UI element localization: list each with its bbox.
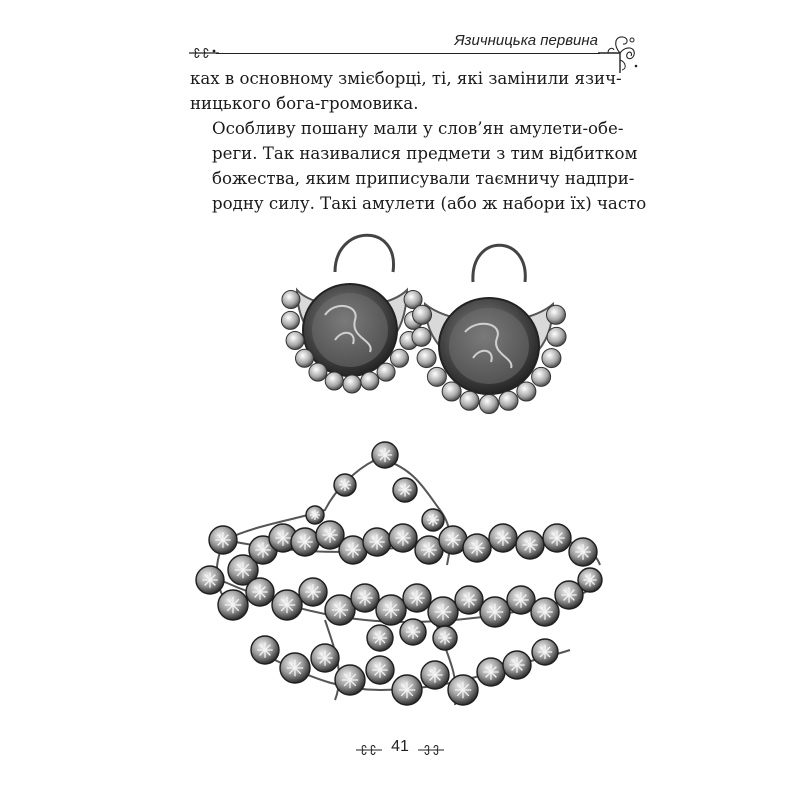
earring-knob: [325, 372, 343, 390]
earring-knob: [480, 395, 499, 414]
amulet-bead: [403, 584, 431, 612]
bead-star-motif: [339, 479, 351, 491]
amulet-bead: [531, 598, 559, 626]
text-line: ницького бога-громовика.: [190, 94, 419, 113]
amulet-bead: [311, 644, 339, 672]
bead-star-motif: [406, 625, 420, 639]
amulet-bead: [366, 656, 394, 684]
amulet-bead: [480, 597, 510, 627]
bead-star-motif: [215, 532, 230, 547]
earring-knob: [413, 305, 432, 324]
amulet-bead: [532, 639, 558, 665]
earring-knob: [286, 332, 304, 350]
amulet-bead: [280, 653, 310, 683]
body-text: [190, 66, 647, 216]
amulet-bead: [372, 442, 398, 468]
amulet-bead: [448, 675, 478, 705]
amulet-bead: [389, 524, 417, 552]
bead-star-motif: [509, 657, 524, 672]
amulet-bead: [428, 597, 458, 627]
amulet-bead: [400, 619, 426, 645]
bead-star-motif: [461, 592, 476, 607]
earring-knob: [377, 363, 395, 381]
bead-star-motif: [522, 537, 537, 552]
paragraph-continuation: [190, 66, 622, 116]
amulet-bead: [218, 590, 248, 620]
earring-knob: [343, 375, 361, 393]
bead-star-motif: [378, 448, 392, 462]
amulet-bead: [433, 626, 457, 650]
earring-knob: [460, 391, 479, 410]
amulet-bead: [363, 528, 391, 556]
amulet-bead: [246, 578, 274, 606]
header-rule: [216, 53, 600, 54]
vine-ornament-icon: [416, 743, 446, 757]
bead-star-motif: [483, 664, 498, 679]
running-title: Язичницька первина: [454, 32, 598, 49]
earring-knob: [361, 372, 379, 390]
bead-star-motif: [495, 530, 510, 545]
bead-star-motif: [583, 573, 596, 586]
bead-star-motif: [445, 532, 460, 547]
bead-star-motif: [469, 540, 484, 555]
earring-knob: [296, 349, 314, 367]
bead-star-motif: [427, 514, 439, 526]
page-number: 41: [391, 738, 409, 755]
amulet-beads: [196, 442, 602, 705]
amulet-bead: [306, 506, 324, 524]
bead-star-motif: [438, 631, 451, 644]
earring-knob: [309, 363, 327, 381]
amulet-bead: [291, 528, 319, 556]
earring-knob: [442, 382, 461, 401]
earring-knob: [499, 391, 518, 410]
amulet-bead: [569, 538, 597, 566]
bead-star-motif: [202, 572, 217, 587]
amulet-bead: [543, 524, 571, 552]
earring-knob: [412, 327, 431, 346]
bead-star-motif: [513, 592, 528, 607]
amulet-bead: [393, 478, 417, 502]
earring-knob: [532, 367, 551, 386]
amulet-bead: [477, 658, 505, 686]
earring-knob: [390, 349, 408, 367]
amulet-bead: [421, 661, 449, 689]
amulet-bead: [299, 578, 327, 606]
amulet-bead: [209, 526, 237, 554]
page-footer: [340, 738, 460, 762]
earring-knob: [281, 311, 299, 329]
earring-knob: [427, 367, 446, 386]
amulet-bead: [272, 590, 302, 620]
text-line: божества, яким приписували таємничу надпри-: [212, 169, 635, 188]
bead-star-motif: [538, 645, 552, 659]
earring-knob: [517, 382, 536, 401]
earring-knob: [547, 327, 566, 346]
amulet-bead: [422, 509, 444, 531]
bead-star-motif: [561, 587, 576, 602]
amulet-bead: [334, 474, 356, 496]
earring-knob: [282, 290, 300, 308]
bead-star-motif: [373, 631, 387, 645]
earring-knob: [546, 305, 565, 324]
text-line: Особливу пошану мали у слов’ян амулети-обе-: [212, 119, 624, 138]
amulet-bead: [578, 568, 602, 592]
amulet-bead: [516, 531, 544, 559]
paragraph-amulets: [190, 116, 647, 216]
bead-star-motif: [537, 604, 552, 619]
amulet-bead: [351, 584, 379, 612]
amulets-illustration: [185, 220, 615, 730]
amulet-bead: [367, 625, 393, 651]
earring-knob: [417, 349, 436, 368]
bead-star-motif: [549, 530, 564, 545]
amulet-bead: [392, 675, 422, 705]
text-line: родну силу. Такі амулети (або ж набори їх) часто: [212, 194, 647, 213]
bead-star-motif: [398, 483, 411, 496]
amulet-bead: [196, 566, 224, 594]
left-earring: [297, 235, 407, 376]
text-line: ках в основному змієборці, ті, які замінили язич-: [190, 69, 622, 88]
amulet-bead: [489, 524, 517, 552]
amulet-bead: [335, 665, 365, 695]
amulet-bead: [455, 586, 483, 614]
amulet-bead: [376, 595, 406, 625]
earring-knob: [542, 349, 561, 368]
amulet-bead: [503, 651, 531, 679]
bead-star-motif: [575, 544, 590, 559]
amulet-bead: [251, 636, 279, 664]
amulet-bead: [463, 534, 491, 562]
text-line: реги. Так називалися предмети з тим відбитком: [212, 144, 638, 163]
